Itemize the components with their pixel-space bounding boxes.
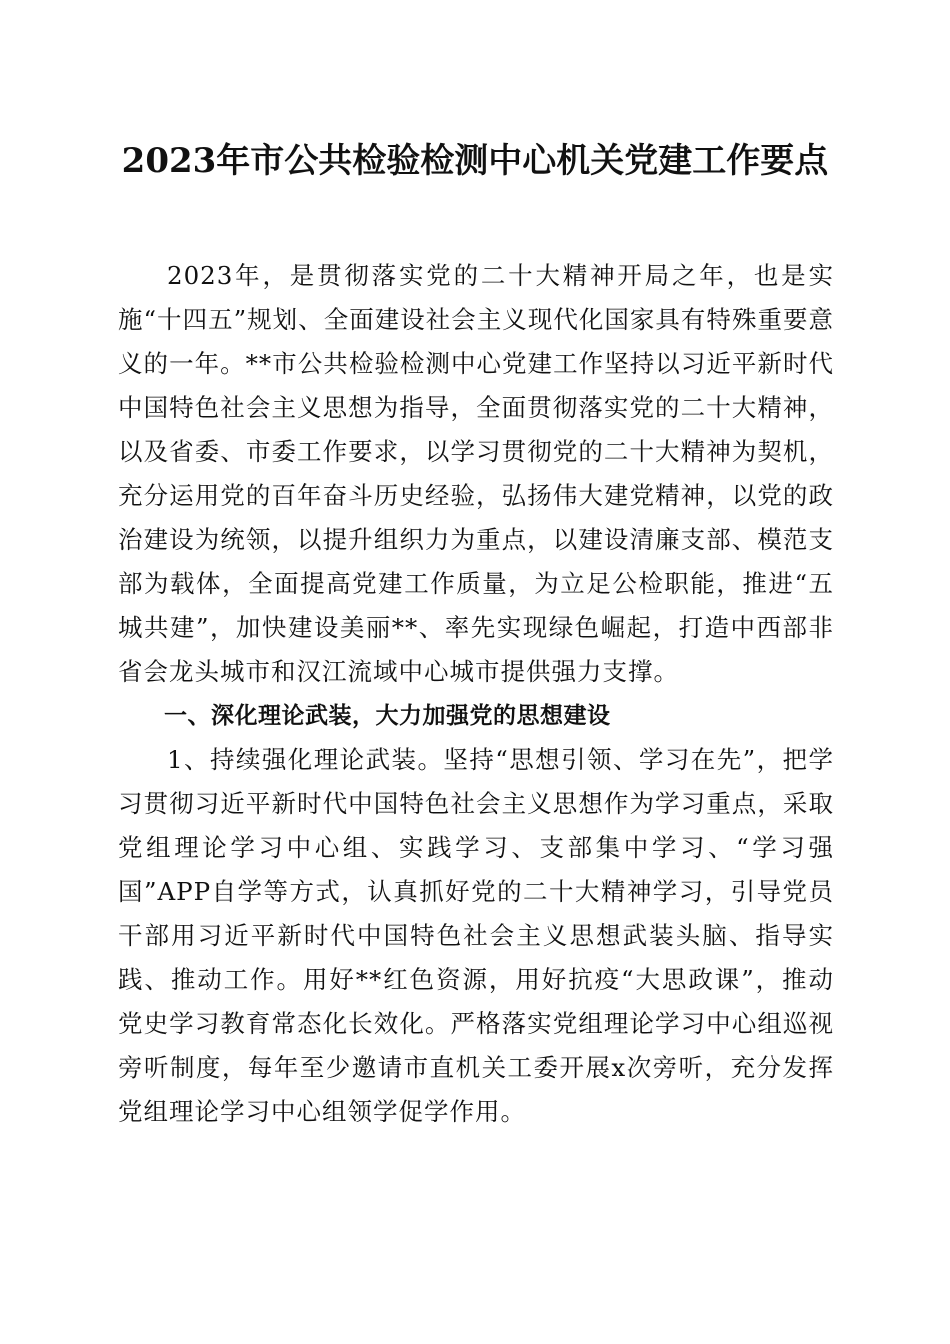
section-heading-1: 一、深化理论武装，大力加强党的思想建设 [164,703,611,729]
document-title: 2023年市公共检验检测中心机关党建工作要点 [121,141,829,181]
item-paragraph-1: 1、持续强化理论武装。坚持“思想引领、学习在先”，把学习贯彻习近平新时代中国特色社会主义思想作为学习重点，采取党组理论学习中心组、实践学习、支部集中学习、“学习强国”APP自学等方式，认真抓好党的二十大精神学习，引导党员干部用习近平新时代中国特色社会主义思想武装头脑、指导实践、推动工作。用好**红色资源，用好抗疫“大思政课”，推动党史学习教育常态化长效化。严格落实党组理论学习中心组巡视旁听制度，每年至少邀请市直机关工委开展x次旁听，充分发挥党组理论学习中心组领学促学作用。 [118,745,834,1126]
intro-paragraph: 2023年，是贯彻落实党的二十大精神开局之年，也是实施“十四五”规划、全面建设社会主义现代化国家具有特殊重要意义的一年。**市公共检验检测中心党建工作坚持以习近平新时代中国特色社会主义思想为指导，全面贯彻落实党的二十大精神，以及省委、市委工作要求，以学习贯彻党的二十大精神为契机，充分运用党的百年奋斗历史经验，弘扬伟大建党精神，以党的政治建设为统领，以提升组织力为重点，以建设清廉支部、模范支部为载体，全面提高党建工作质量，为立足公检职能，推进“五城共建”，加快建设美丽**、率先实现绿色崛起，打造中西部非省会龙头城市和汉江流域中心城市提供强力支撑。 [118,261,834,686]
document-body [118,254,834,1134]
